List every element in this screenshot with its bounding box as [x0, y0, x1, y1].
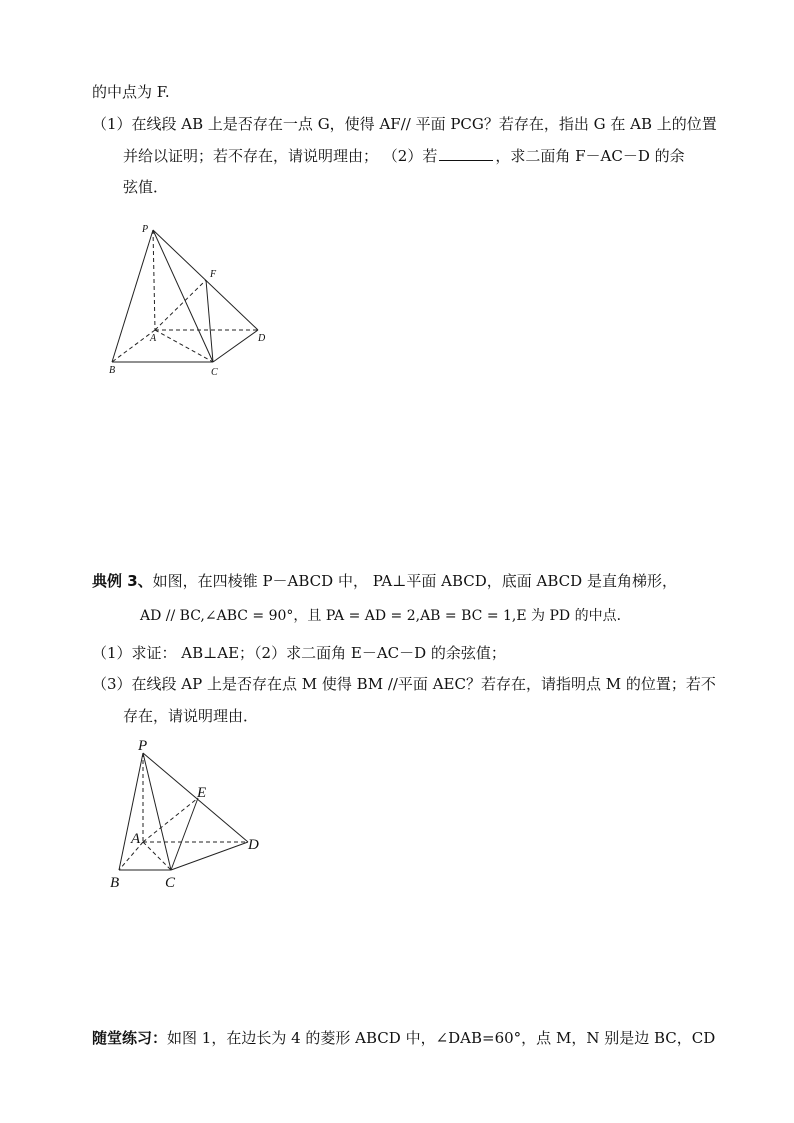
example3-line2: AD // BC,∠ABC = 90°，且 PA = AD = 2,AB = BC = 1,E 为 PD 的中点． [140, 608, 631, 624]
label-D: D [248, 837, 259, 853]
practice-heading: 随堂练习： [92, 1029, 168, 1047]
edge-PC [153, 230, 213, 362]
label-A: A [131, 831, 141, 847]
edge-CD [213, 330, 258, 362]
example3-line1-text: 如图，在四棱锥 P－ABCD 中， PA⊥平面 ABCD，底面 ABCD 是直角梯形， [152, 572, 677, 590]
problem2-line3: 弦值． [123, 178, 169, 196]
problem2-line2-start: 并给以证明；若不存在，请说明理由； （2）若 [123, 147, 438, 165]
edge-EC [171, 798, 198, 870]
label-P: P [138, 738, 148, 754]
edge-PA [153, 230, 155, 330]
label-B: B [109, 365, 116, 376]
label-P: P [142, 224, 149, 235]
figure-pyramid-1 [100, 220, 280, 385]
problem2-line1: （1）在线段 AB 上是否存在一点 G，使得 AF// 平面 PCG？若存在，指出 G 在 AB 上的位置 [92, 115, 717, 133]
edge-AC [143, 842, 171, 870]
edge-PB [119, 753, 143, 870]
edge-CD [171, 842, 248, 870]
label-B: B [110, 875, 120, 891]
example3-line1 [92, 571, 677, 591]
edge-AF [155, 280, 206, 330]
example3-line5: 存在，请说明理由． [123, 707, 259, 725]
edge-PD [143, 753, 248, 842]
example3-line3: （1）求证： AB⊥AE；（2）求二面角 E－AC－D 的余弦值； [92, 644, 506, 662]
edge-AB [112, 330, 155, 362]
label-A: A [150, 333, 157, 344]
edge-PC [143, 753, 171, 870]
label-D: D [258, 333, 266, 344]
answer-blank[interactable] [439, 146, 493, 161]
edge-PB [112, 230, 153, 362]
label-C: C [165, 875, 176, 891]
practice-line1-text: 如图 1，在边长为 4 的菱形 ABCD 中，∠DAB=60°，点 M，N 别是边 BC，CD [167, 1029, 716, 1047]
problem2-line2 [123, 146, 685, 166]
label-F: F [210, 269, 217, 280]
figure-pyramid-2 [105, 735, 275, 895]
practice-line1 [92, 1028, 715, 1048]
example3-line4: （3）在线段 AP 上是否存在点 M 使得 BM //平面 AEC？若存在，请指明点 M 的位置；若不 [92, 675, 716, 693]
example3-heading: 典例 3、 [92, 572, 153, 590]
problem2-line2-end: ，求二面角 F－AC－D 的余 [495, 147, 685, 165]
label-C: C [211, 367, 218, 378]
problem2-line0: 的中点为 F. [92, 83, 170, 101]
label-E: E [197, 785, 207, 801]
edge-AC [155, 330, 213, 362]
